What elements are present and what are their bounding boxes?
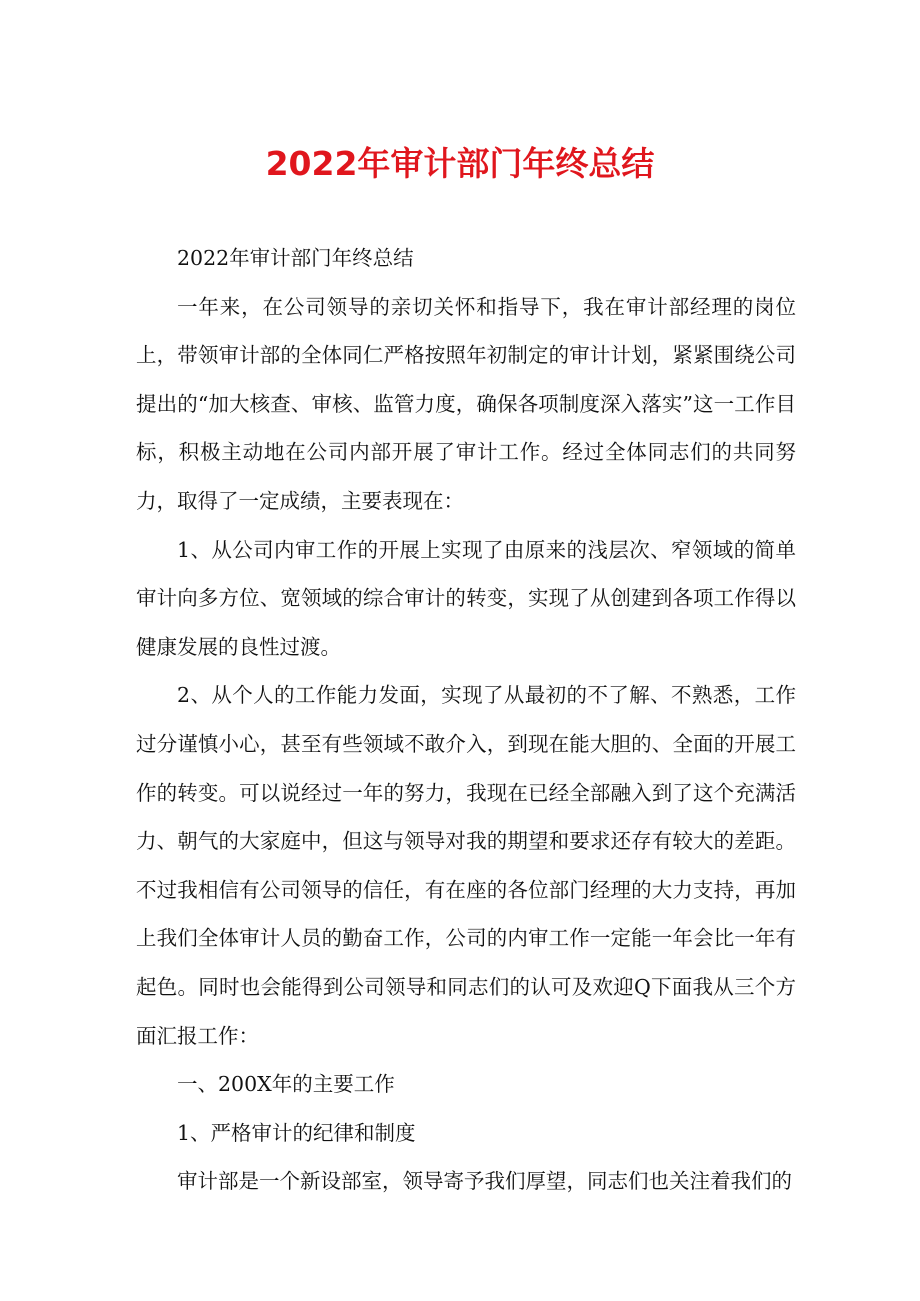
paragraph-point-2: 2、从个人的工作能力发面，实现了从最初的不了解、不熟悉，工作过分谨慎小心，甚至有些领域不敢介入，到现在能大胆的、全面的开展工作的转变。可以说经过一年的努力，我现在已经全部融入到了这个充满活力、朝气的大家庭中，但这与领导对我的期望和要求还存有较大的差距。不过我相信有公司领导的信任，有在座的各位部门经理的大力支持，再加上我们全体审计人员的勤奋工作，公司的内审工作一定能一年会比一年有起色。同时也会能得到公司领导和同志们的认可及欢迎Q下面我从三个方面汇报工作： bbox=[136, 683, 796, 1048]
paragraph-intro: 一年来，在公司领导的亲切关怀和指导下，我在审计部经理的岗位上，带领审计部的全体同仁严格按照年初制定的审计计划，紧紧围绕公司提出的“加大核查、审核、监管力度，确保各项制度深入落实”这一工作目标，积极主动地在公司内部开展了审计工作。经过全体同志们的共同努力，取得了一定成绩，主要表现在： bbox=[136, 294, 796, 513]
subsection-heading-discipline: 1、严格审计的纪律和制度 bbox=[177, 1120, 416, 1145]
paragraph-subtitle: 2022年审计部门年终总结 bbox=[177, 246, 414, 270]
section-heading-main-work: 一、200X年的主要工作 bbox=[177, 1072, 395, 1097]
document-body bbox=[136, 234, 796, 1206]
document-title: 2022年审计部门年终总结 bbox=[265, 144, 655, 183]
paragraph-department: 审计部是一个新设部室，领导寄予我们厚望，同志们也关注着我们的 bbox=[177, 1169, 792, 1194]
paragraph-point-1: 1、从公司内审工作的开展上实现了由原来的浅层次、窄领域的简单审计向多方位、宽领域的综合审计的转变，实现了从创建到各项工作得以健康发展的良性过渡。 bbox=[136, 537, 796, 659]
